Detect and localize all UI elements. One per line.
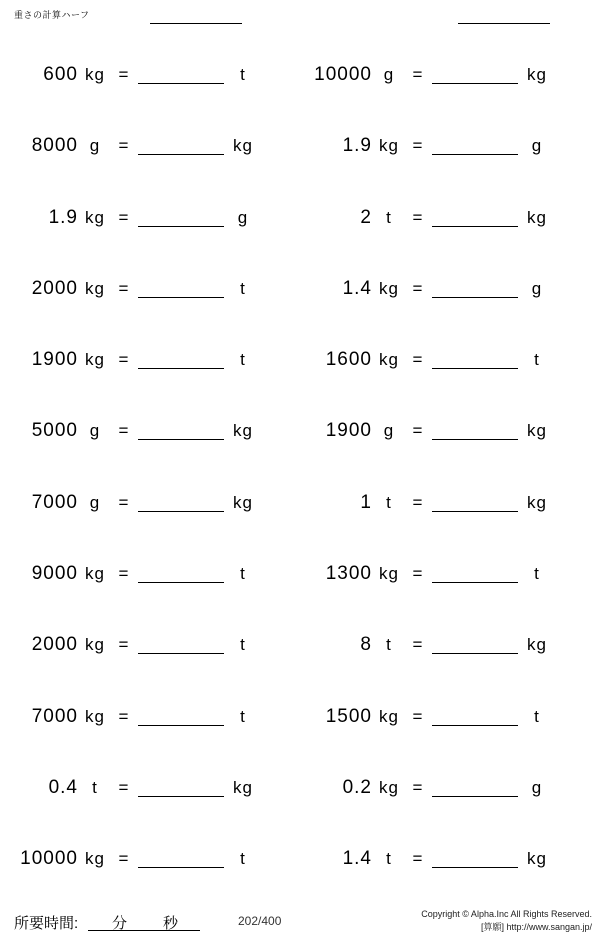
- problem-item: [300, 126, 592, 166]
- answer-blank[interactable]: [432, 66, 518, 84]
- problem-grid: [0, 55, 600, 911]
- problem-unit: kg: [85, 849, 105, 869]
- equals-sign: =: [412, 278, 424, 298]
- problem-value: 9000: [31, 563, 78, 585]
- answer-unit: kg: [233, 136, 253, 156]
- equals-sign: =: [412, 706, 424, 726]
- problem-value: 2: [360, 206, 372, 228]
- answer-unit: kg: [233, 777, 253, 797]
- problem-value: 1500: [325, 705, 372, 727]
- problem-value: 5000: [31, 420, 78, 442]
- problem-item: [6, 483, 296, 523]
- problem-unit: kg: [85, 564, 105, 584]
- copyright-line-2: [算願] http://www.sangan.jp/: [480, 922, 592, 932]
- problem-item: [6, 55, 296, 95]
- equals-sign: =: [118, 849, 130, 869]
- equals-sign: =: [118, 564, 130, 584]
- problem-item: [300, 625, 592, 665]
- answer-blank[interactable]: [138, 351, 224, 369]
- problem-unit: kg: [85, 706, 105, 726]
- problem-item: [6, 340, 296, 380]
- answer-unit: t: [240, 350, 246, 370]
- problem-item: [300, 554, 592, 594]
- answer-blank[interactable]: [432, 280, 518, 298]
- problem-unit: t: [92, 777, 98, 797]
- problem-item: [300, 340, 592, 380]
- equals-sign: =: [118, 635, 130, 655]
- problem-value: 10000: [20, 848, 78, 870]
- answer-unit: kg: [527, 65, 547, 84]
- equals-sign: =: [118, 350, 130, 370]
- answer-blank[interactable]: [138, 209, 224, 227]
- header-name-blank[interactable]: [150, 23, 242, 24]
- answer-blank[interactable]: [138, 565, 224, 583]
- problem-row: [0, 126, 600, 197]
- problem-item: [6, 839, 296, 879]
- answer-blank[interactable]: [138, 422, 224, 440]
- problem-item: [6, 625, 296, 665]
- answer-blank[interactable]: [432, 209, 518, 227]
- page-title: 重さの計算ハーフ: [14, 10, 90, 20]
- page-number: 202/400: [238, 914, 282, 928]
- answer-unit: g: [531, 777, 543, 797]
- problem-value: 1: [360, 491, 372, 513]
- problem-item: [300, 269, 592, 309]
- problem-item: [300, 697, 592, 737]
- problem-unit: kg: [379, 564, 399, 584]
- problem-unit: kg: [379, 706, 399, 726]
- problem-item: [300, 198, 592, 238]
- answer-unit: g: [237, 207, 249, 227]
- minutes-unit: 分: [112, 915, 128, 932]
- equals-sign: =: [118, 136, 130, 156]
- problem-item: [6, 768, 296, 808]
- answer-unit: kg: [527, 207, 547, 227]
- equals-sign: =: [412, 207, 424, 227]
- problem-value: 0.4: [48, 776, 78, 798]
- problem-value: 10000: [314, 64, 372, 85]
- problem-value: 1300: [325, 563, 372, 585]
- problem-value: 1.4: [342, 277, 372, 299]
- equals-sign: =: [118, 421, 130, 441]
- answer-unit: g: [531, 136, 543, 156]
- problem-unit: g: [383, 421, 395, 441]
- problem-value: 8: [360, 634, 372, 656]
- problem-unit: kg: [85, 207, 105, 227]
- answer-unit: t: [240, 564, 246, 584]
- problem-item: [300, 55, 592, 95]
- problem-row: [0, 198, 600, 269]
- answer-blank[interactable]: [432, 779, 518, 797]
- problem-unit: t: [386, 849, 392, 869]
- problem-value: 2000: [31, 277, 78, 299]
- problem-unit: g: [89, 421, 101, 441]
- answer-unit: t: [534, 564, 540, 584]
- answer-blank[interactable]: [432, 850, 518, 868]
- equals-sign: =: [118, 777, 130, 797]
- answer-unit: t: [240, 65, 246, 84]
- problem-value: 1600: [325, 349, 372, 371]
- problem-unit: kg: [379, 136, 399, 156]
- problem-row: [0, 625, 600, 696]
- equals-sign: =: [412, 136, 424, 156]
- problem-value: 1.9: [342, 135, 372, 157]
- seconds-unit: 秒: [163, 915, 179, 932]
- answer-blank[interactable]: [138, 850, 224, 868]
- worksheet-footer: [0, 908, 600, 948]
- answer-blank[interactable]: [432, 494, 518, 512]
- equals-sign: =: [412, 492, 424, 512]
- problem-item: [6, 126, 296, 166]
- worksheet-header: [0, 8, 600, 32]
- equals-sign: =: [412, 350, 424, 370]
- problem-value: 2000: [31, 634, 78, 656]
- problem-row: [0, 411, 600, 482]
- answer-unit: t: [240, 635, 246, 655]
- equals-sign: =: [118, 706, 130, 726]
- problem-item: [6, 269, 296, 309]
- time-label: 所要時間:: [14, 915, 79, 932]
- problem-row: [0, 269, 600, 340]
- problem-value: 1.4: [342, 848, 372, 870]
- copyright-block: [421, 908, 592, 934]
- problem-item: [6, 697, 296, 737]
- answer-blank[interactable]: [432, 708, 518, 726]
- problem-value: 7000: [31, 491, 78, 513]
- problem-item: [6, 198, 296, 238]
- time-blank[interactable]: [88, 930, 200, 931]
- problem-item: [300, 411, 592, 451]
- problem-item: [6, 411, 296, 451]
- problem-value: 0.2: [342, 776, 372, 798]
- equals-sign: =: [412, 65, 424, 84]
- problem-unit: kg: [379, 777, 399, 797]
- problem-unit: kg: [379, 350, 399, 370]
- problem-item: [6, 554, 296, 594]
- answer-blank[interactable]: [432, 565, 518, 583]
- answer-blank[interactable]: [138, 708, 224, 726]
- answer-blank[interactable]: [138, 66, 224, 84]
- problem-unit: t: [386, 207, 392, 227]
- answer-unit: kg: [233, 492, 253, 512]
- answer-blank[interactable]: [138, 137, 224, 155]
- problem-value: 600: [43, 64, 78, 85]
- problem-unit: g: [383, 65, 395, 84]
- problem-unit: t: [386, 492, 392, 512]
- equals-sign: =: [412, 635, 424, 655]
- problem-value: 8000: [31, 135, 78, 157]
- answer-blank[interactable]: [138, 280, 224, 298]
- problem-item: [300, 483, 592, 523]
- problem-value: 1900: [325, 420, 372, 442]
- problem-unit: kg: [85, 65, 105, 84]
- answer-blank[interactable]: [138, 494, 224, 512]
- equals-sign: =: [412, 421, 424, 441]
- problem-row: [0, 768, 600, 839]
- answer-blank[interactable]: [432, 137, 518, 155]
- problem-value: 7000: [31, 705, 78, 727]
- problem-item: [300, 768, 592, 808]
- problem-unit: kg: [85, 350, 105, 370]
- problem-value: 1.9: [48, 206, 78, 228]
- problem-row: [0, 554, 600, 625]
- answer-blank[interactable]: [432, 351, 518, 369]
- answer-unit: kg: [527, 492, 547, 512]
- answer-blank[interactable]: [138, 779, 224, 797]
- answer-unit: t: [240, 706, 246, 726]
- header-date-blank[interactable]: [458, 23, 550, 24]
- problem-unit: kg: [85, 278, 105, 298]
- answer-unit: kg: [233, 421, 253, 441]
- equals-sign: =: [412, 564, 424, 584]
- equals-sign: =: [118, 207, 130, 227]
- answer-unit: kg: [527, 421, 547, 441]
- problem-unit: g: [89, 492, 101, 512]
- problem-unit: t: [386, 635, 392, 655]
- problem-value: 1900: [31, 349, 78, 371]
- answer-unit: t: [240, 278, 246, 298]
- problem-unit: g: [89, 136, 101, 156]
- answer-blank[interactable]: [432, 636, 518, 654]
- answer-unit: kg: [527, 635, 547, 655]
- answer-unit: g: [531, 278, 543, 298]
- problem-unit: kg: [379, 278, 399, 298]
- answer-unit: t: [534, 706, 540, 726]
- answer-blank[interactable]: [138, 636, 224, 654]
- answer-unit: kg: [527, 849, 547, 869]
- answer-blank[interactable]: [432, 422, 518, 440]
- equals-sign: =: [118, 65, 130, 84]
- equals-sign: =: [412, 777, 424, 797]
- problem-row: [0, 839, 600, 910]
- answer-unit: t: [240, 849, 246, 869]
- problem-row: [0, 697, 600, 768]
- equals-sign: =: [412, 849, 424, 869]
- problem-row: [0, 55, 600, 126]
- equals-sign: =: [118, 492, 130, 512]
- problem-item: [300, 839, 592, 879]
- problem-row: [0, 483, 600, 554]
- answer-unit: t: [534, 350, 540, 370]
- problem-unit: kg: [85, 635, 105, 655]
- copyright-line-1: Copyright © Alpha.Inc All Rights Reserved.: [421, 909, 592, 919]
- equals-sign: =: [118, 278, 130, 298]
- problem-row: [0, 340, 600, 411]
